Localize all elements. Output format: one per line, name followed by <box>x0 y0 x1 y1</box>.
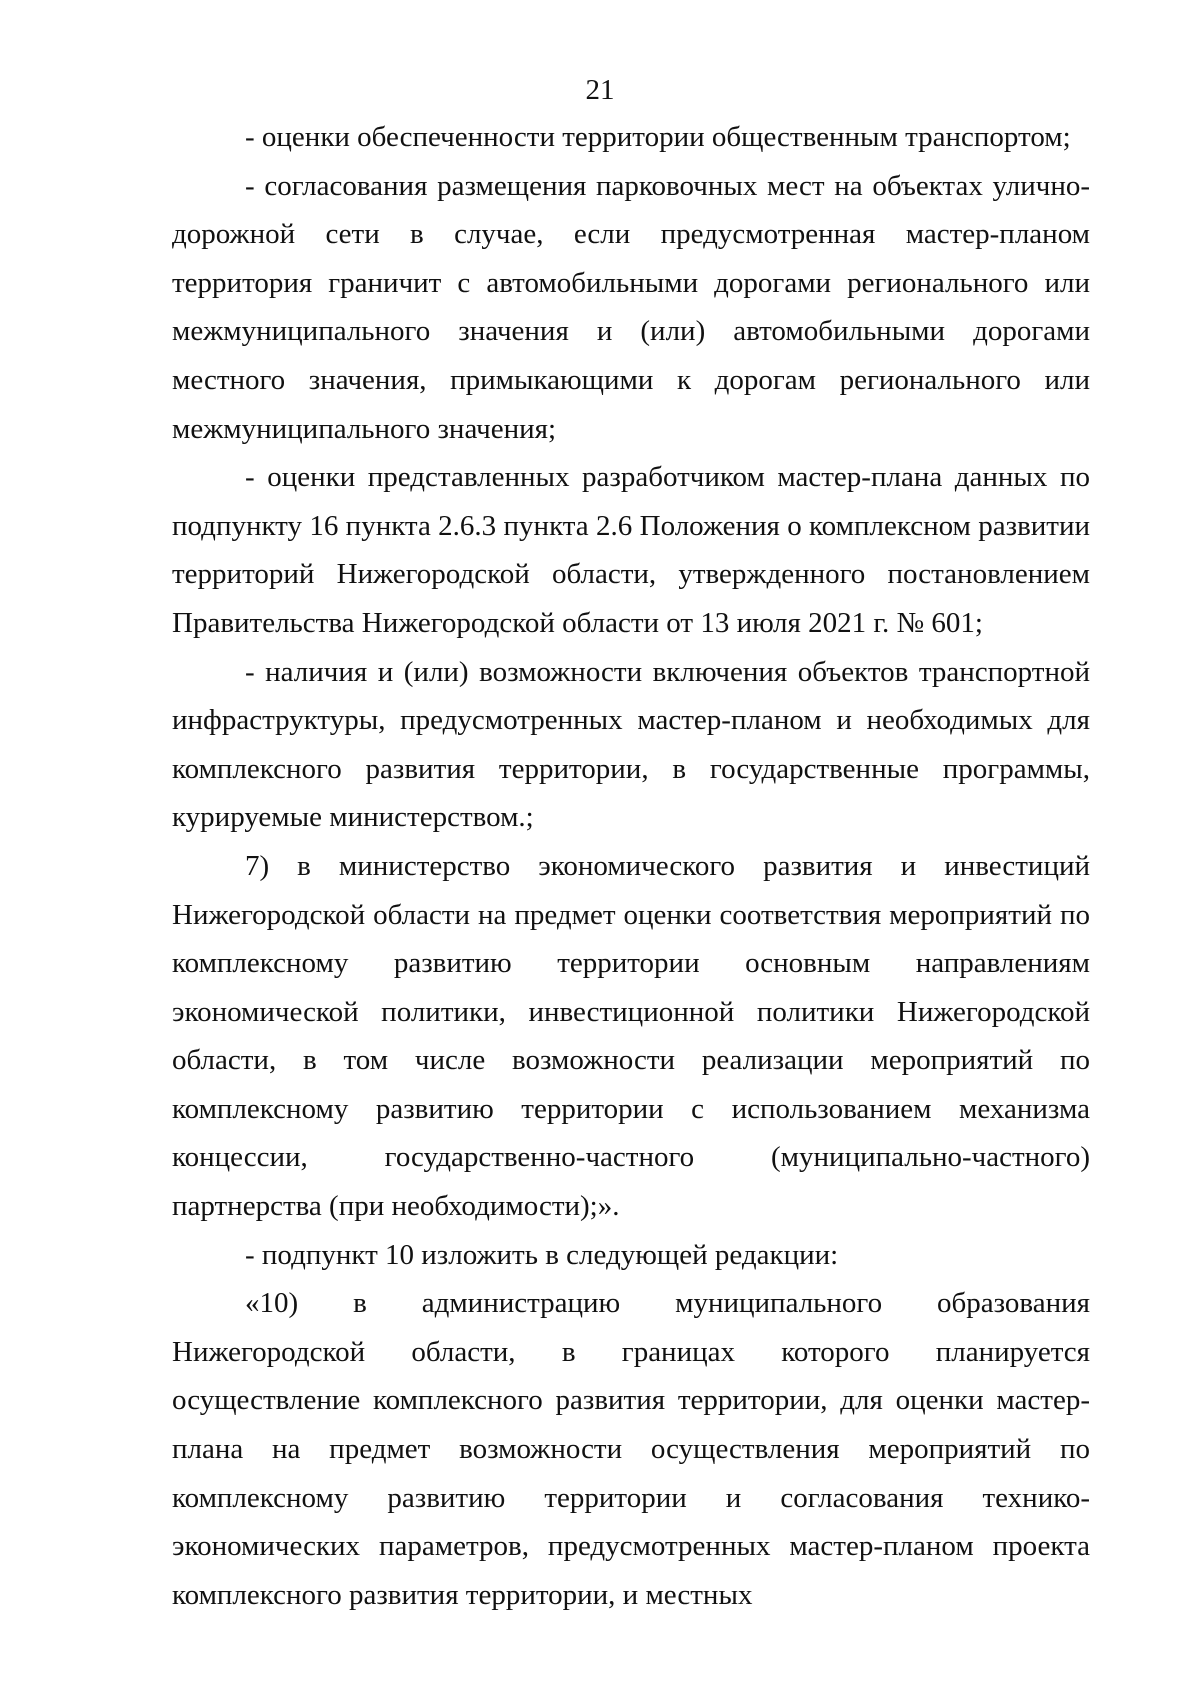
paragraph-parking-approval: - согласования размещения парковочных мест на объектах улично-дорожной сети в случае, если предусмотренная мастер-планом территория граничит с автомобильными дорогами регионального или межмуниципального значения и (или) автомобильными дорогами местного значения, примыкающими к дорогам регионального или межмуниципального значения; <box>172 169 1090 445</box>
paragraph-transport-infrastructure: - наличия и (или) возможности включения объектов транспортной инфраструктуры, предусмотренных мастер-планом и необходимых для комплексного развития территории, в государственные программы, курируемые министерством.; <box>172 655 1090 834</box>
page-number: 21 <box>585 74 615 106</box>
paragraph-developer-data: - оценки представленных разработчиком мастер-плана данных по подпункту 16 пункта 2.6.3 пункта 2.6 Положения о комплексном развитии территорий Нижегородской области, утвержденного постановлением Правительства Нижегородской области от 13 июля 2021 г. № 601; <box>172 461 1090 639</box>
document-body <box>172 113 1090 1619</box>
paragraph-public-transport: - оценки обеспеченности территории общественным транспортом; <box>245 121 1071 153</box>
paragraph-item-7-economic-ministry: 7) в министерство экономического развития и инвестиций Нижегородской области на предмет оценки соответствия мероприятий по комплексному развитию территории основным направлениям экономической политики, инвестиционной политики Нижегородской области, в том числе возможности реализации мероприятий по комплексному развитию территории с использованием механизма концессии, государственно-частного (муниципально-частного) партнерства (при необходимости);». <box>172 849 1090 1223</box>
paragraph-subitem-10-instruction: - подпункт 10 изложить в следующей редакции: <box>245 1238 839 1271</box>
paragraph-item-10-administration: «10) в администрацию муниципального образования Нижегородской области, в границах которого планируется осуществление комплексного развития территории, для оценки мастер-плана на предмет возможности осуществления мероприятий по комплексному развитию территории и согласования технико-экономических параметров, предусмотренных мастер-планом проекта комплексного развития территории, и местных <box>172 1287 1090 1611</box>
